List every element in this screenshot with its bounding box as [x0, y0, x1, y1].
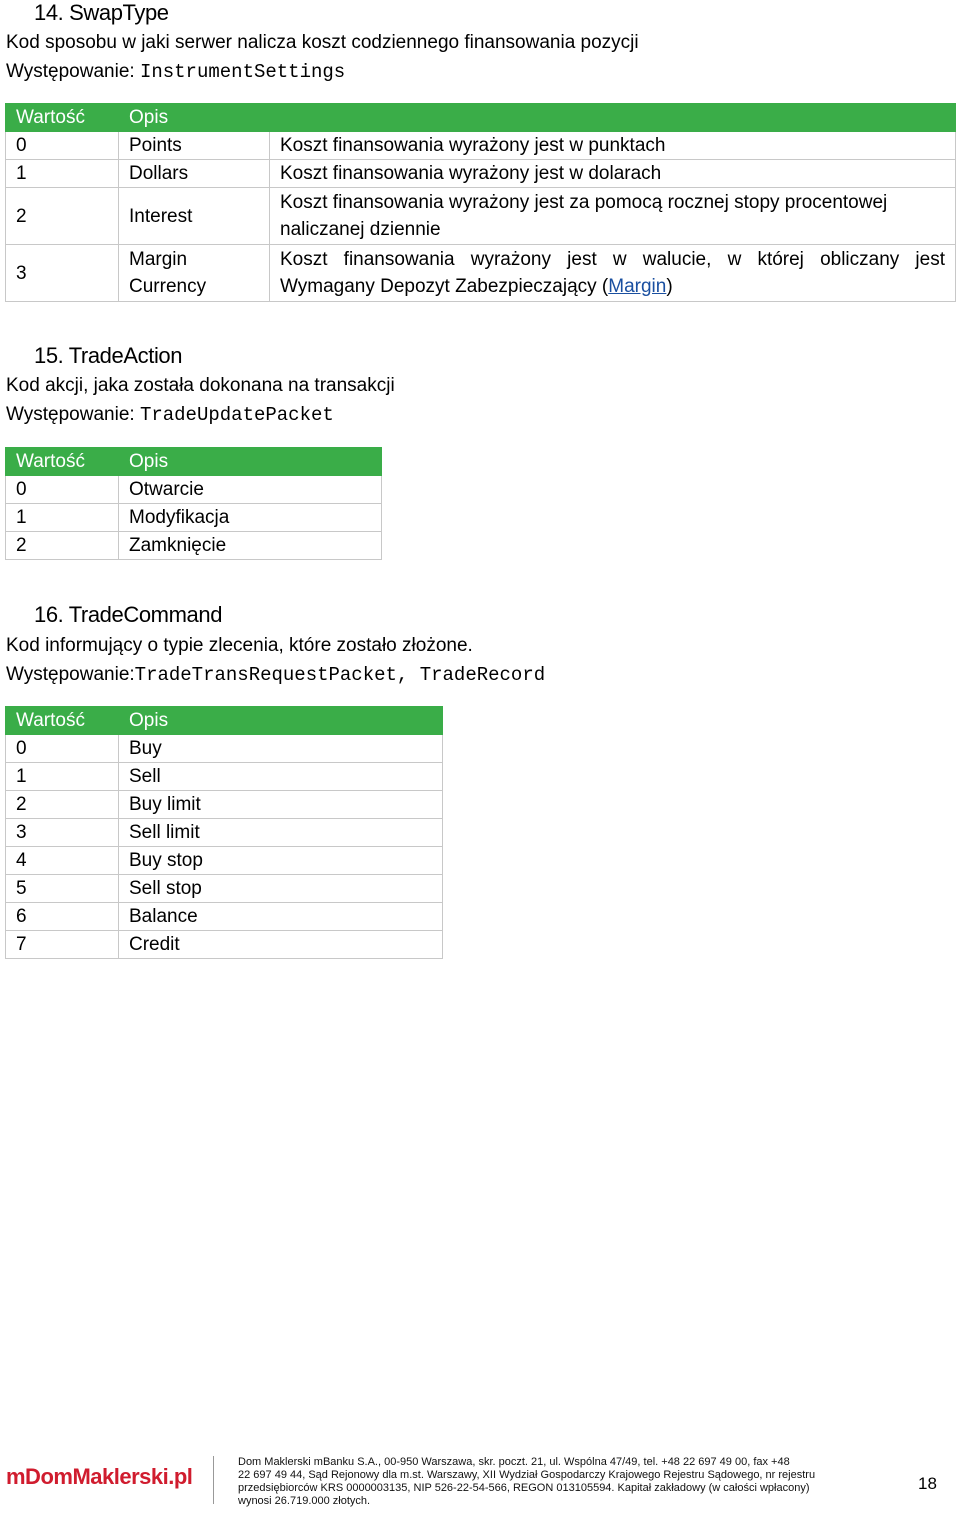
table-row: [6, 132, 956, 160]
header-value: Wartość: [6, 448, 119, 476]
table-header-row: [6, 448, 382, 476]
footer-line: wynosi 26.719.000 złotych.: [238, 1495, 371, 1507]
row-desc: Koszt finansowania wyrażony jest w dolarach: [270, 160, 956, 188]
page-footer: [0, 1452, 960, 1512]
row-value: 7: [6, 931, 119, 959]
table-header-row: [6, 104, 956, 132]
section-16-occurrence: [6, 663, 545, 687]
row-desc: Buy stop: [119, 847, 443, 875]
table-row: [6, 875, 443, 903]
row-value: 0: [6, 735, 119, 763]
table-row: [6, 931, 443, 959]
row-desc: Credit: [119, 931, 443, 959]
row-name: Points: [119, 132, 270, 160]
table-row: [6, 847, 443, 875]
row-value: 4: [6, 847, 119, 875]
row-value: 3: [6, 245, 119, 302]
footer-divider: [213, 1456, 214, 1504]
section-15-heading: 15. TradeAction: [34, 343, 183, 368]
table-row: [6, 735, 443, 763]
row-name: [119, 245, 270, 302]
row-name-line2: Currency: [129, 276, 207, 297]
occurrence-label: Występowanie:: [6, 664, 135, 685]
row-value: 1: [6, 763, 119, 791]
header-description: Opis: [119, 448, 382, 476]
row-desc: Otwarcie: [119, 476, 382, 504]
row-value: 1: [6, 160, 119, 188]
row-desc: Buy limit: [119, 791, 443, 819]
row-desc-text: Koszt finansowania wyrażony jest w walucie, w której obliczany jest Wymagany Depozyt Zabezpieczający (: [280, 249, 945, 297]
table-header-row: [6, 707, 443, 735]
footer-line: przedsiębiorców KRS 0000003135, NIP 526-22-54-566, REGON 013105594. Kapitał zakładowy (w całości wpłacony): [238, 1482, 810, 1494]
header-description: Opis: [119, 104, 956, 132]
table-row: [6, 160, 956, 188]
row-name-line1: Margin: [129, 249, 188, 270]
row-name: Dollars: [119, 160, 270, 188]
section-16-heading: 16. TradeCommand: [34, 602, 223, 627]
row-desc-end: ): [666, 276, 673, 297]
header-value: Wartość: [6, 104, 119, 132]
footer-line: Dom Maklerski mBanku S.A., 00-950 Warszawa, skr. poczt. 21, ul. Wspólna 47/49, tel. +48 22 697 49 00, fax +48: [238, 1456, 790, 1468]
table-row: [6, 504, 382, 532]
margin-link[interactable]: Margin: [608, 276, 667, 297]
table-row: [6, 763, 443, 791]
footer-company-info: [238, 1456, 878, 1508]
table-row: [6, 476, 382, 504]
occurrence-label: Występowanie:: [6, 61, 140, 82]
row-desc: Modyfikacja: [119, 504, 382, 532]
row-desc: Sell limit: [119, 819, 443, 847]
row-name: Interest: [119, 188, 270, 245]
page-number: 18: [918, 1474, 937, 1493]
row-desc: Sell stop: [119, 875, 443, 903]
row-value: 1: [6, 504, 119, 532]
row-value: 6: [6, 903, 119, 931]
occurrence-value: TradeUpdatePacket: [139, 404, 334, 426]
company-logo: mDomMaklerski.pl: [6, 1464, 193, 1489]
row-value: 0: [6, 476, 119, 504]
table-row: [6, 532, 382, 560]
header-value: Wartość: [6, 707, 119, 735]
table-row: [6, 188, 956, 245]
row-value: 2: [6, 791, 119, 819]
table-row: [6, 903, 443, 931]
row-desc: Balance: [119, 903, 443, 931]
row-value: 3: [6, 819, 119, 847]
section-15-description: Kod akcji, jaka została dokonana na transakcji: [6, 375, 395, 396]
row-desc: Koszt finansowania wyrażony jest w punktach: [270, 132, 956, 160]
tradecommand-table: [5, 706, 443, 959]
row-value: 0: [6, 132, 119, 160]
row-desc: [270, 245, 956, 302]
section-14-description: Kod sposobu w jaki serwer nalicza koszt codziennego finansowania pozycji: [6, 32, 639, 53]
section-14-heading: 14. SwapType: [34, 0, 169, 25]
section-16-description: Kod informujący o typie zlecenia, które zostało złożone.: [6, 635, 473, 656]
table-row: [6, 819, 443, 847]
row-value: 2: [6, 532, 119, 560]
occurrence-value: TradeTransRequestPacket, TradeRecord: [134, 664, 546, 686]
tradeaction-table: [5, 447, 382, 560]
section-14-occurrence: [6, 60, 345, 84]
occurrence-value: InstrumentSettings: [139, 61, 346, 83]
table-row: [6, 245, 956, 302]
table-row: [6, 791, 443, 819]
row-desc: Koszt finansowania wyrażony jest za pomocą rocznej stopy procentowej naliczanej dziennie: [270, 188, 956, 245]
footer-line: 22 697 49 44, Sąd Rejonowy dla m.st. Warszawy, XII Wydział Gospodarczy Krajowego Rejestru Sądowego, nr rejestru: [238, 1469, 816, 1481]
occurrence-label: Występowanie:: [6, 404, 140, 425]
row-desc: Zamknięcie: [119, 532, 382, 560]
section-15-occurrence: [6, 403, 334, 427]
header-description: Opis: [119, 707, 443, 735]
row-desc: Buy: [119, 735, 443, 763]
row-value: 2: [6, 188, 119, 245]
swaptype-table: [5, 103, 956, 302]
row-desc: Sell: [119, 763, 443, 791]
row-value: 5: [6, 875, 119, 903]
